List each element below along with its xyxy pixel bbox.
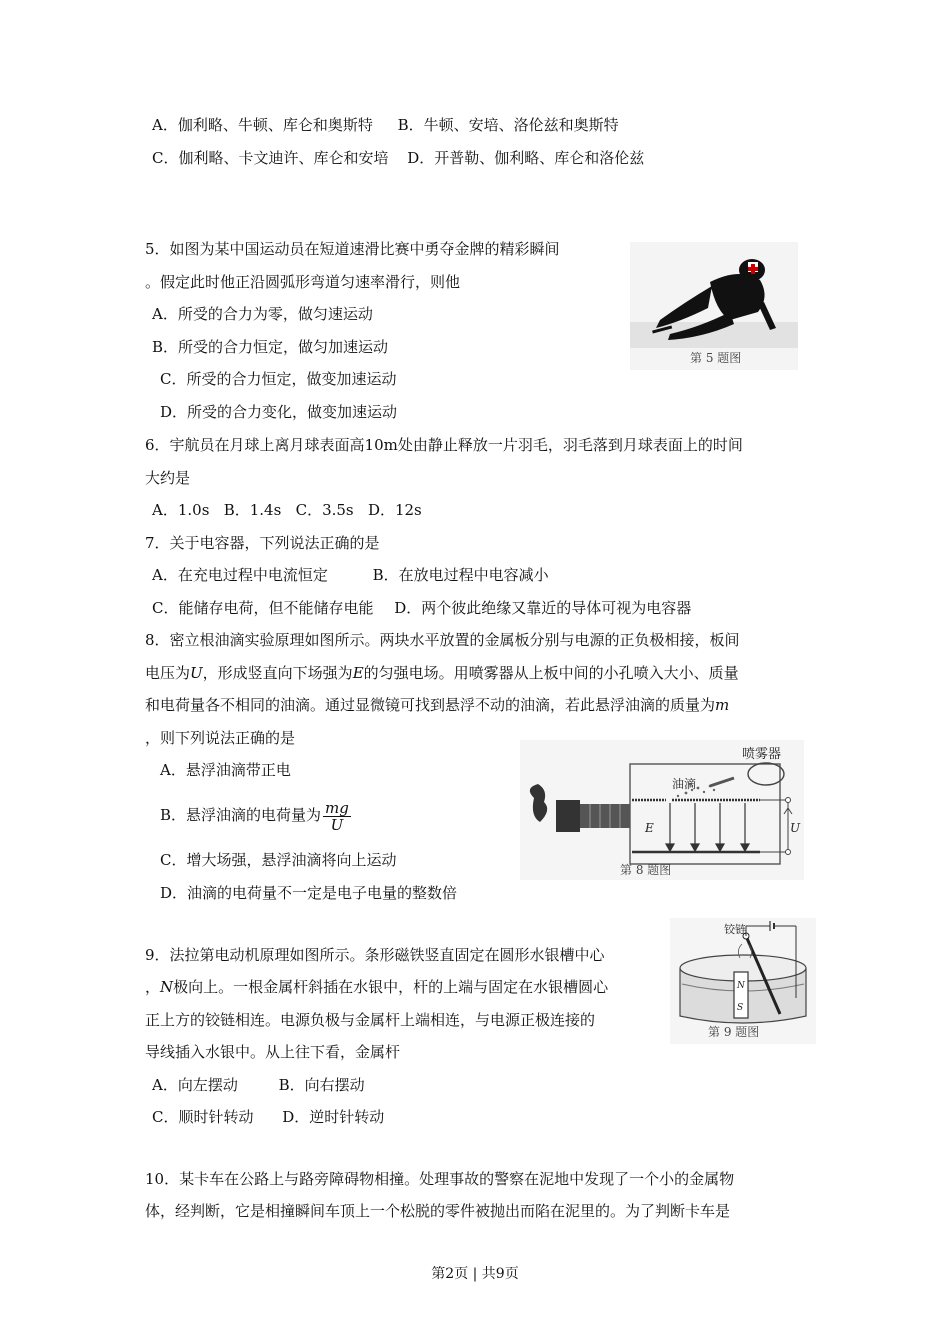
q7-options-row-2 bbox=[152, 597, 691, 619]
q9-option-a: A．向左摆动 bbox=[152, 1076, 238, 1094]
q4-option-a: A．伽利略、牛顿、库仑和奥斯特 bbox=[152, 116, 373, 134]
q7-option-b: B．在放电过程中电容减小 bbox=[372, 566, 549, 584]
q8-option-a: A．悬浮油滴带正电 bbox=[160, 761, 291, 779]
q10-stem-line-2: 体，经判断，它是相撞瞬间车顶上一个松脱的零件被抛出而陷在泥里的。为了判断卡车是 bbox=[145, 1202, 731, 1220]
field-label: E bbox=[645, 821, 654, 835]
q5-option-d: D．所受的合力变化，做变加速运动 bbox=[160, 403, 398, 421]
q5-stem-line-1: 5．如图为某中国运动员在短道速滑比赛中勇夺金牌的精彩瞬间 bbox=[145, 240, 560, 258]
oil-drop-label: 油滴 bbox=[672, 777, 697, 791]
q6-option-c: C．3.5s bbox=[295, 501, 354, 519]
q9-stem-line-4: 导线插入水银中。从上往下看，金属杆 bbox=[145, 1043, 401, 1061]
q6-stem-line-2: 大约是 bbox=[145, 469, 191, 487]
hinge-label: 铰链 bbox=[724, 923, 746, 936]
q9-options-row-1 bbox=[152, 1074, 365, 1096]
q7-option-a: A．在充电过程中电流恒定 bbox=[152, 566, 328, 584]
q5-option-c: C．所受的合力恒定，做变加速运动 bbox=[160, 370, 397, 388]
q7-option-c: C．能储存电荷，但不能储存电能 bbox=[152, 599, 374, 617]
q9-option-b: B．向右摆动 bbox=[278, 1076, 365, 1094]
page-footer: 第2页 | 共9页 bbox=[431, 1266, 519, 1282]
q6-stem-line-1: 6．宇航员在月球上离月球表面高10m处由静止释放一片羽毛，羽毛落到月球表面上的时间 bbox=[145, 436, 743, 454]
q6-options bbox=[152, 499, 422, 521]
q9-stem-line-3: 正上方的铰链相连。电源负极与金属杆上端相连，与电源正极连接的 bbox=[145, 1011, 596, 1029]
q8-stem-line-3: 和电荷量各不相同的油滴。通过显微镜可找到悬浮不动的油滴，若此悬浮油滴的质量为m bbox=[145, 696, 730, 714]
q5-skater-figure bbox=[630, 242, 798, 370]
q7-option-d: D．两个彼此绝缘又靠近的导体可视为电容器 bbox=[394, 599, 692, 617]
q9-stem-line-1: 9．法拉第电动机原理如图所示。条形磁铁竖直固定在圆形水银槽中心 bbox=[145, 946, 605, 964]
q8-millikan-figure bbox=[520, 740, 804, 880]
q4-option-d: D．开普勒、伽利略、库仑和洛伦兹 bbox=[407, 149, 645, 167]
q5-figure-caption: 第 5 题图 bbox=[690, 351, 742, 365]
q6-option-a: A．1.0s bbox=[152, 501, 210, 519]
q9-figure-caption: 第 9 题图 bbox=[708, 1025, 760, 1039]
q7-options-row-1 bbox=[152, 564, 549, 586]
q9-faraday-motor-figure bbox=[670, 918, 816, 1044]
q4-option-c: C．伽利略、卡文迪许、库仑和安培 bbox=[152, 149, 389, 167]
q8-option-d: D．油滴的电荷量不一定是电子电量的整数倍 bbox=[160, 884, 458, 902]
q8-option-b: B．悬浮油滴的电荷量为 $\frac{mg}{U}$ bbox=[160, 798, 349, 834]
q7-stem: 7．关于电容器，下列说法正确的是 bbox=[145, 534, 380, 552]
q9-stem-line-2: ，N极向上。一根金属杆斜插在水银中，杆的上端与固定在水银槽圆心 bbox=[145, 978, 609, 996]
q4-options-row-1 bbox=[152, 114, 619, 136]
south-pole-label: S bbox=[737, 1003, 744, 1013]
voltage-label: U bbox=[790, 821, 801, 835]
q8-fraction: $\frac{mg}{U}$ bbox=[325, 798, 349, 834]
q5-stem-line-2: 。假定此时他正沿圆弧形弯道匀速率滑行，则他 bbox=[145, 273, 461, 291]
q8-stem-line-1: 8．密立根油滴实验原理如图所示。两块水平放置的金属板分别与电源的正负极相接，板间 bbox=[145, 631, 740, 649]
q8-stem-line-2: 电压为U，形成竖直向下场强为E的匀强电场。用喷雾器从上板中间的小孔喷入大小、质量 bbox=[145, 664, 739, 682]
q9-options-row-2 bbox=[152, 1106, 384, 1128]
q8-figure-caption: 第 8 题图 bbox=[620, 863, 672, 877]
q5-option-b: B．所受的合力恒定，做匀加速运动 bbox=[152, 338, 389, 356]
q6-option-d: D．12s bbox=[367, 501, 422, 519]
q6-option-b: B．1.4s bbox=[223, 501, 282, 519]
q4-options-row-2 bbox=[152, 147, 644, 169]
q8-option-c: C．增大场强，悬浮油滴将向上运动 bbox=[160, 851, 397, 869]
q10-stem-line-1: 10．某卡车在公路上与路旁障碍物相撞。处理事故的警察在泥地中发现了一个小的金属物 bbox=[145, 1170, 735, 1188]
q4-option-b: B．牛顿、安培、洛伦兹和奥斯特 bbox=[397, 116, 619, 134]
q5-option-a: A．所受的合力为零，做匀速运动 bbox=[152, 305, 373, 323]
q9-option-d: D．逆时针转动 bbox=[282, 1108, 385, 1126]
q9-option-c: C．顺时针转动 bbox=[152, 1108, 254, 1126]
north-pole-label: N bbox=[737, 981, 745, 991]
sprayer-label: 喷雾器 bbox=[742, 747, 782, 762]
q8-stem-line-4: ，则下列说法正确的是 bbox=[145, 729, 296, 747]
